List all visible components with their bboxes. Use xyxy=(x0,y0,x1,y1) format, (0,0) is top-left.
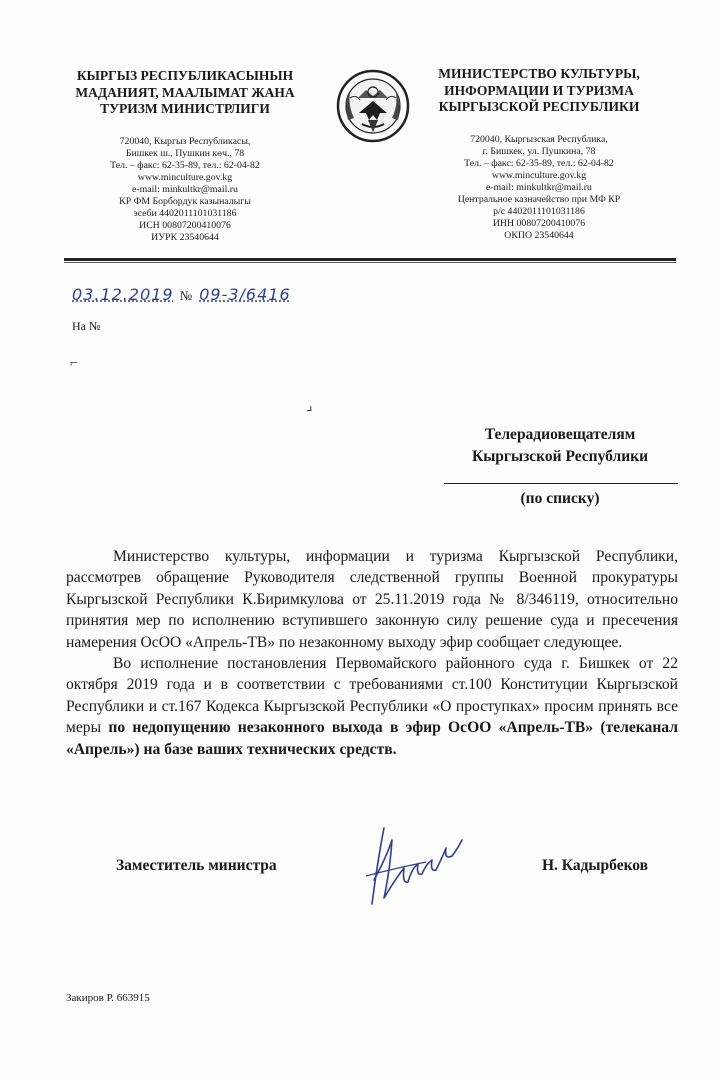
header-right-info-line: г. Бишкек, ул. Пушкина, 78 xyxy=(482,145,596,157)
reply-to-label: На № xyxy=(72,319,101,333)
corner-bracket-right: ⌟ xyxy=(306,399,313,414)
header-divider xyxy=(64,258,676,261)
header-left-info-line: ИУРК 23540644 xyxy=(151,231,219,243)
header-left-title-line: МАДАНИЯТ, МААЛЫМАТ ЖАНА xyxy=(75,84,295,100)
signatory-name: Н. Кадырбеков xyxy=(542,857,649,874)
outgoing-number: 09-3/6416 xyxy=(199,285,291,304)
header-right xyxy=(408,66,670,242)
header-left-info-line: Бишкек ш., Пушкин көч., 78 xyxy=(125,147,245,159)
addressee-line: Телерадиовещателям xyxy=(484,426,636,443)
header-left-info-line: ИСН 00807200410076 xyxy=(139,219,231,231)
header-left-title xyxy=(55,68,315,118)
header-right-info-line: Тел. – факс: 62-35-89, тел.: 62-04-82 xyxy=(464,157,614,169)
header-left-title-line: КЫРГЫЗ РЕСПУБЛИКАСЫНЫН xyxy=(76,68,294,83)
body-paragraph-emphasis: по недопущению незаконного выхода в эфир ОсОО «Апрель-ТВ» (телеканал «Апрель») на базе ваших технических средств. xyxy=(66,719,678,758)
handwritten-signature xyxy=(356,818,466,910)
addressee-list-note: (по списку) xyxy=(520,490,600,507)
body-paragraph xyxy=(66,653,678,760)
header-left-title-line: ТУРИЗМ МИНИСТРЛИГИ xyxy=(100,101,270,116)
header-right-title-line: МИНИСТЕРСТВО КУЛЬТУРЫ, xyxy=(438,66,640,81)
body-paragraph-text: Во исполнение постановления Первомайского районного суда г. Бишкек от 22 октября 2019 года и в соответствии с требованиями ст.100 Конституции Кыргызской Республики и ст.167 Кодекса Кыргызской Республики «О проступках» просим принять все меры xyxy=(66,655,678,737)
header-right-info-line: р/с 4402011101031186 xyxy=(493,205,585,217)
header-left xyxy=(55,68,315,244)
header-right-info-line: ОКПО 23540644 xyxy=(504,229,574,241)
outgoing-number-label: № xyxy=(179,288,194,303)
signatory-title: Заместитель министра xyxy=(116,857,277,874)
outgoing-reference xyxy=(72,285,291,304)
corner-bracket-left: ⌐ xyxy=(70,356,78,371)
header-right-info-line: Центральное казначейство при МФ КР xyxy=(457,193,621,205)
header-right-title xyxy=(408,66,670,116)
executor-info: Закиров Р. 663915 xyxy=(66,992,150,1004)
header-right-title-line: ИНФОРМАЦИИ И ТУРИЗМА xyxy=(444,82,634,98)
header-left-info-line: www.minculture.gov.kg xyxy=(137,171,233,183)
header-right-title-line: КЫРГЫЗСКОЙ РЕСПУБЛИКИ xyxy=(438,99,640,114)
addressee-line: Кыргызской Республики xyxy=(471,448,649,465)
header-right-info-line: ИНН 00807200410076 xyxy=(492,217,586,229)
outgoing-date: 03.12.2019 xyxy=(72,285,174,304)
header-left-info-line: эсеби 4402011101031186 xyxy=(133,207,237,219)
body-paragraph: Министерство культуры, информации и туризма Кыргызской Республики, рассмотрев обращение Руководителя следственной группы Военной прокуратуры Кыргызской Республики К.Биримкулова от 25.11.2019 года № 8/346119, относительно принятия мер по исполнению вступившего законную силу решение суда и пресечения намерения ОсОО «Апрель-ТВ» по незаконному выходу эфир сообщает следующее. xyxy=(66,548,678,651)
header-left-info-line: Тел. – факс: 62-35-89, тел.: 62-04-82 xyxy=(110,159,260,171)
letter-body xyxy=(66,546,678,760)
header-left-info-line: 720040, Кыргыз Республикасы, xyxy=(119,135,251,147)
addressee-underline xyxy=(444,483,678,484)
header-left-info-line: e-mail: minkultkr@mail.ru xyxy=(132,183,238,195)
header-right-info-line: 720040, Кыргызская Республика, xyxy=(470,133,608,145)
header-right-info xyxy=(408,134,670,242)
header-right-info-line: www.minculture.gov.kg xyxy=(491,169,587,181)
header-left-info-line: КР ФМ Борбордук казыналыгы xyxy=(119,195,251,207)
header-right-info-line: e-mail: minkultkr@mail.ru xyxy=(486,181,592,193)
header-divider-thin xyxy=(64,262,676,263)
header-left-info xyxy=(55,136,315,244)
kyrgyz-state-emblem-icon xyxy=(336,68,410,144)
